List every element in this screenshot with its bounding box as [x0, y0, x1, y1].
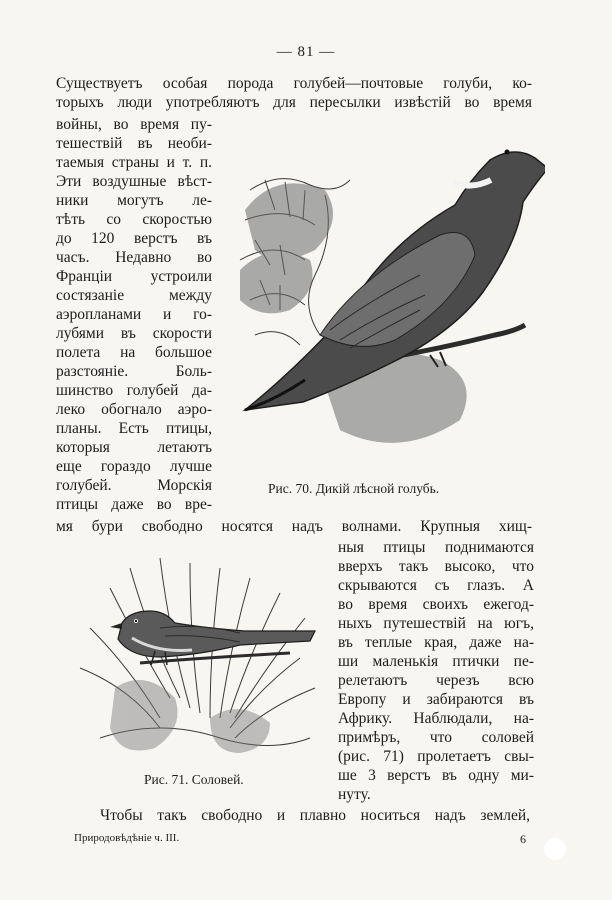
- text-line: которыя летаютъ: [56, 439, 212, 456]
- text-line: Эти воздушные вѣст-: [56, 173, 212, 190]
- text-line: планы. Есть птицы,: [56, 420, 212, 437]
- text-line: ники могутъ ле-: [56, 192, 212, 209]
- text-line: леко обогнало аэро-: [56, 401, 212, 418]
- page-number: — 81 —: [276, 44, 336, 60]
- text-line: птицы даже во вре-: [56, 496, 212, 513]
- text-line: шинство голубей да-: [56, 382, 212, 399]
- text-line: ши маленькія птички пе-: [338, 653, 534, 670]
- text-line: нуту.: [338, 786, 371, 803]
- nightingale-illustration: [70, 548, 332, 770]
- text-line: Существуетъ особая порода голубей—почтовые голуби, ко-: [56, 75, 532, 92]
- pigeon-illustration: [225, 120, 545, 465]
- text-line: мя бури свободно носятся надъ волнами. Крупныя хищ-: [56, 518, 532, 535]
- text-line: скрываются съ глазъ. А: [338, 577, 534, 594]
- text-line: ше 3 верстъ въ одну ми-: [338, 767, 534, 784]
- text-line: таемыя страны и т. п.: [56, 154, 212, 171]
- text-line: вверхъ такъ высоко, что: [338, 558, 534, 575]
- text-line: Европу и забираются въ: [338, 691, 534, 708]
- text-line: релетаютъ черезъ всю: [338, 672, 534, 689]
- text-line: лубями въ скорости: [56, 325, 212, 342]
- text-line: аэропланами и го-: [56, 306, 212, 323]
- text-line: ныхъ путешествій на югъ,: [338, 615, 534, 632]
- paper-blemish: [544, 838, 566, 860]
- text-line: еще гораздо лучше: [56, 458, 212, 475]
- text-line: разстояніе. Боль-: [56, 363, 212, 380]
- text-line: во время своихъ ежегод-: [338, 596, 534, 613]
- text-line: состязаніе между: [56, 287, 212, 304]
- text-line: торыхъ люди употребляютъ для пересылки извѣстій во время: [56, 94, 532, 111]
- text-line: Чтобы такъ свободно и плавно носиться надъ землей,: [100, 807, 530, 824]
- text-line: въ теплые края, даже на-: [338, 634, 534, 651]
- text-line: (рис. 71) пролетаетъ свы-: [338, 748, 534, 765]
- text-line: часъ. Недавно во: [56, 249, 212, 266]
- text-line: примѣръ, что соловей: [338, 729, 534, 746]
- figure-caption: Рис. 71. Соловей.: [144, 772, 244, 787]
- text-line: голубей. Морскія: [56, 477, 212, 494]
- text-line: до 120 верстъ въ: [56, 230, 212, 247]
- text-line: Африку. Наблюдали, на-: [338, 710, 534, 727]
- figure-caption: Рис. 70. Дикій лѣсной голубь.: [268, 481, 440, 496]
- text-line: ныя птицы поднимаются: [338, 539, 534, 556]
- text-line: войны, во время пу-: [56, 116, 212, 133]
- text-line: тѣть со скоростью: [56, 211, 212, 228]
- footer-signature-number: 6: [520, 832, 526, 846]
- text-line: Франціи устроили: [56, 268, 212, 285]
- footer-book-title: Природовѣдѣніе ч. III.: [74, 832, 180, 844]
- text-line: полета на большое: [56, 344, 212, 361]
- text-line: тешествій въ необи-: [56, 135, 212, 152]
